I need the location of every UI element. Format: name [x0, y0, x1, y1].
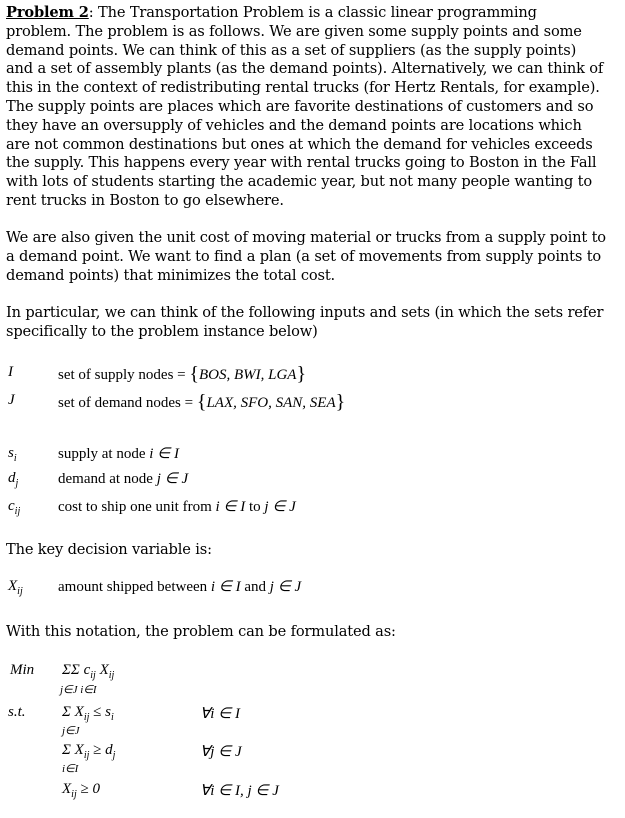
- nonnegativity-forall: ∀i ∈ I, j ∈ J: [200, 783, 279, 799]
- param-c-definition: cost to ship one unit from i ∈ I to j ∈ J: [58, 499, 296, 515]
- decision-variable-symbol: $X_{ij}$: [8, 578, 23, 597]
- param-d-symbol: $d_j$: [8, 470, 19, 489]
- set-I-definition: set of supply nodes = {BOS, BWI, LGA}: [58, 363, 307, 385]
- supply-constraint-index: j∈J: [62, 725, 80, 737]
- problem-intro-paragraph: [6, 4, 606, 211]
- objective-expression: ΣΣ $c_{ij}$ $X_{ij}$: [62, 662, 115, 681]
- supply-constraint-forall: ∀i ∈ I: [200, 706, 240, 722]
- inputs-paragraph: In particular, we can think of the following inputs and sets (in which the sets refer specifically to the problem instance below): [6, 304, 604, 340]
- demand-constraint: Σ $X_{ij} \ge d_j$: [62, 742, 116, 761]
- subject-to-label: s.t.: [8, 704, 26, 720]
- set-J-members: LAX, SFO, SAN, SEA: [206, 395, 336, 411]
- param-d-definition: demand at node j ∈ J: [58, 471, 189, 487]
- decision-variable-definition: amount shipped between i ∈ I and j ∈ J: [58, 579, 302, 595]
- set-I-text: set of supply nodes =: [58, 367, 190, 383]
- param-c-symbol: $c_{ij}$: [8, 498, 21, 517]
- nonnegativity-constraint: $X_{ij} \ge 0$: [62, 781, 100, 800]
- set-J-text: set of demand nodes =: [58, 395, 197, 411]
- demand-constraint-index: i∈I: [62, 763, 79, 775]
- objective-summation-indices: j∈J i∈I: [60, 684, 97, 696]
- problem-intro-text: : The Transportation Problem is a classic linear programming problem. The problem is as follows. We are given some supply points and some demand points. We can think of this as a set of suppliers (as the supply points) and a set of assembly plants (as the demand points). Alternatively, we can think of this in the context of redistributing rental trucks (for Hertz Rentals, for example). The supply points are places which are favorite destinations of customers and so they have an oversupply of vehicles and the demand points are locations which are not common destinations but ones at which the demand for vehicles exceeds the supply. This happens every year with rental trucks going to Boston in the Fall with lots of students starting the academic year, but not many people wanting to rent trucks in Boston to go elsewhere.: [6, 4, 604, 209]
- set-J-symbol: J: [8, 392, 15, 408]
- decision-variable-heading: The key decision variable is:: [6, 541, 212, 558]
- min-label: Min: [10, 662, 35, 678]
- problem-label: Problem 2: [6, 4, 89, 21]
- param-s-symbol: $s_i$: [8, 445, 17, 464]
- set-I-symbol: I: [8, 364, 13, 380]
- cost-paragraph: We are also given the unit cost of moving material or trucks from a supply point to a demand point. We want to find a plan (a set of movements from supply points to demand points) that minimizes the total cost.: [6, 229, 606, 284]
- set-I-members: BOS, BWI, LGA: [198, 367, 297, 383]
- formulation-heading: With this notation, the problem can be formulated as:: [6, 623, 396, 640]
- demand-constraint-forall: ∀j ∈ J: [200, 744, 242, 760]
- supply-constraint: Σ $X_{ij} \le s_i$: [62, 704, 114, 723]
- param-s-definition: supply at node i ∈ I: [58, 446, 179, 462]
- set-J-definition: set of demand nodes = {LAX, SFO, SAN, SEA}: [58, 391, 346, 413]
